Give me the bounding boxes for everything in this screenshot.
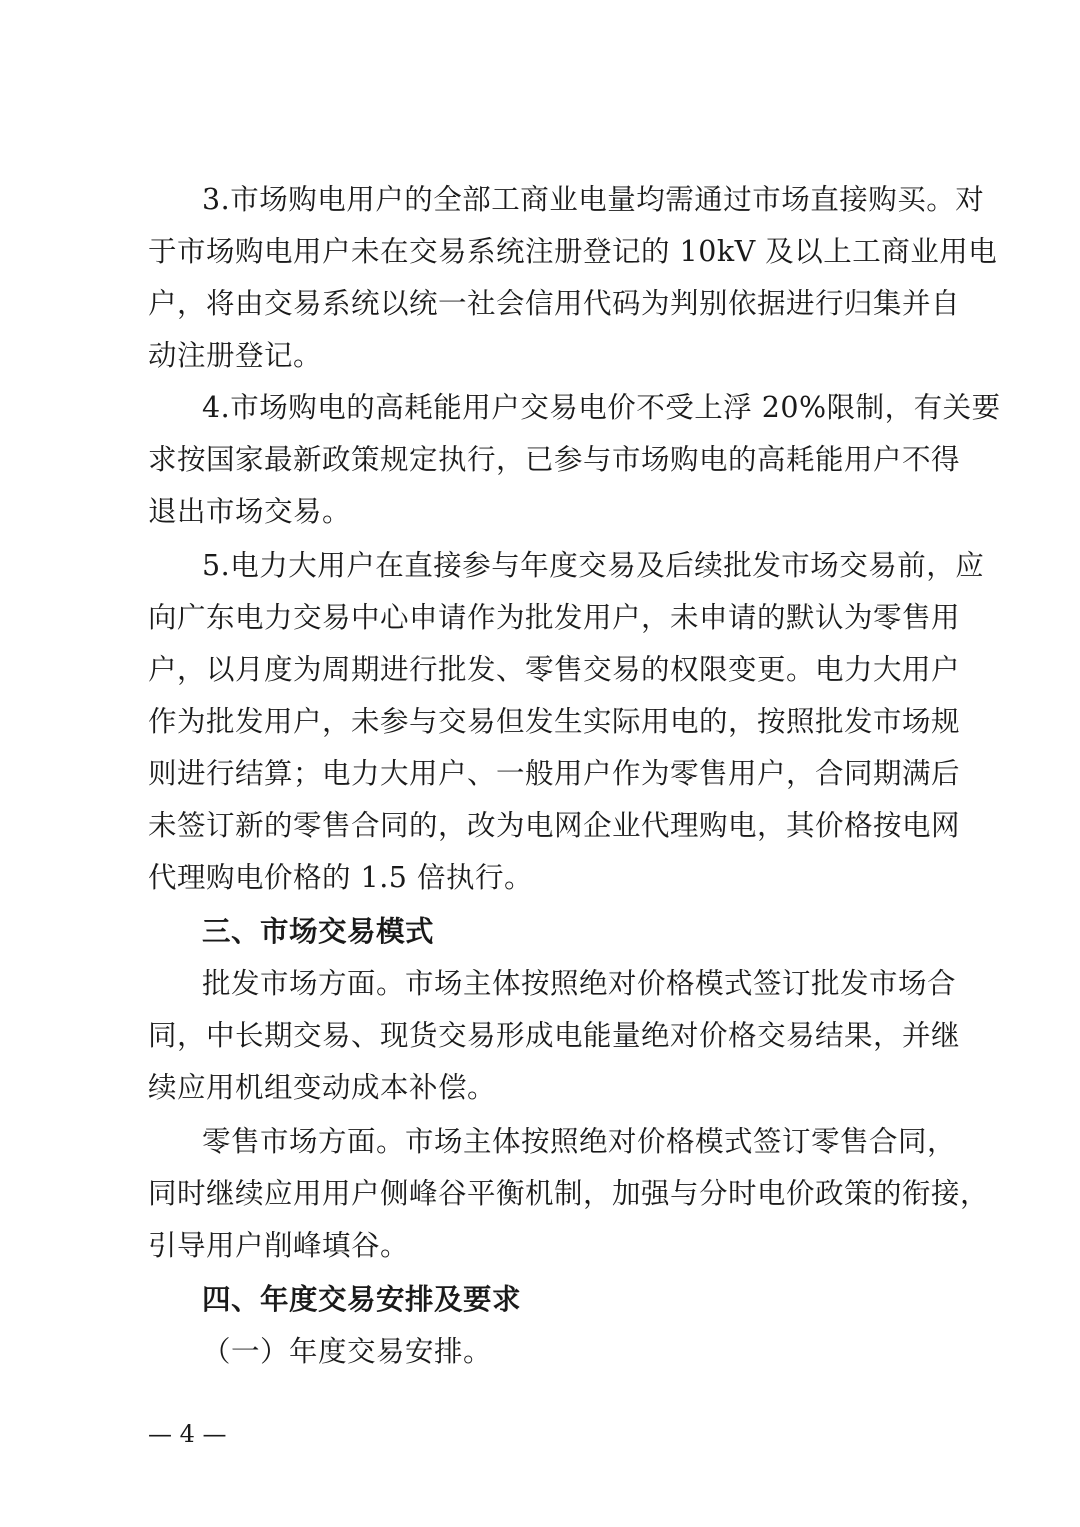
paragraph-3-line-3: 户，将由交易系统以统一社会信用代码为判别依据进行归集并自 — [148, 287, 961, 320]
paragraph-5-line-3: 户，以月度为周期进行批发、零售交易的权限变更。电力大用户 — [148, 653, 961, 686]
paragraph-4-line-1: 4.市场购电的高耗能用户交易电价不受上浮 20%限制，有关要 — [202, 391, 1001, 424]
page-number: — 4 — — [148, 1420, 227, 1448]
paragraph-5-line-5: 则进行结算；电力大用户、一般用户作为零售用户，合同期满后 — [148, 757, 961, 790]
section-heading-4: 四、年度交易安排及要求 — [202, 1283, 522, 1316]
paragraph-5-line-7: 代理购电价格的 1.5 倍执行。 — [148, 861, 533, 894]
paragraph-5-line-6: 未签订新的零售合同的，改为电网企业代理购电，其价格按电网 — [148, 809, 961, 842]
paragraph-4-line-2: 求按国家最新政策规定执行，已参与市场购电的高耗能用户不得 — [148, 443, 961, 476]
paragraph-5-line-4: 作为批发用户，未参与交易但发生实际用电的，按照批发市场规 — [148, 705, 961, 738]
paragraph-3-line-1: 3.市场购电用户的全部工商业电量均需通过市场直接购买。对 — [202, 183, 985, 216]
subsection-heading-1: （一）年度交易安排。 — [202, 1335, 493, 1368]
paragraph-5-line-2: 向广东电力交易中心申请作为批发用户，未申请的默认为零售用 — [148, 601, 961, 634]
wholesale-paragraph-line-3: 续应用机组变动成本补偿。 — [148, 1071, 497, 1104]
retail-paragraph-line-2: 同时继续应用用户侧峰谷平衡机制，加强与分时电价政策的衔接， — [148, 1177, 990, 1210]
paragraph-5-line-1: 5.电力大用户在直接参与年度交易及后续批发市场交易前，应 — [202, 549, 985, 582]
paragraph-3-line-2: 于市场购电用户未在交易系统注册登记的 10kV 及以上工商业用电 — [148, 235, 998, 268]
retail-paragraph-line-3: 引导用户削峰填谷。 — [148, 1229, 410, 1262]
wholesale-paragraph-line-1: 批发市场方面。市场主体按照绝对价格模式签订批发市场合 — [202, 967, 957, 1000]
paragraph-3-line-4: 动注册登记。 — [148, 339, 323, 372]
retail-paragraph-line-1: 零售市场方面。市场主体按照绝对价格模式签订零售合同， — [202, 1125, 957, 1158]
paragraph-4-line-3: 退出市场交易。 — [148, 495, 352, 528]
wholesale-paragraph-line-2: 同，中长期交易、现货交易形成电能量绝对价格交易结果，并继 — [148, 1019, 961, 1052]
section-heading-3: 三、市场交易模式 — [202, 915, 435, 948]
